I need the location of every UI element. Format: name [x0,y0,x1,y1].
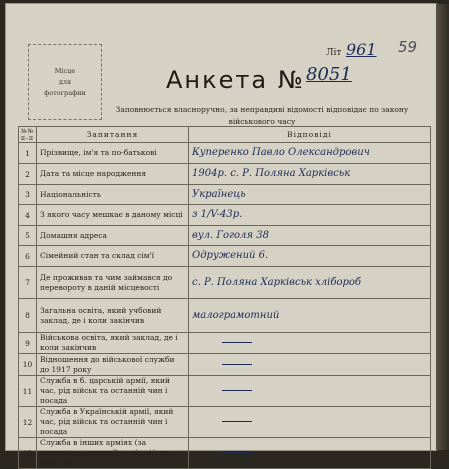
binder-edge [436,4,449,450]
empty-answer-dash [222,452,252,453]
row-number: 10 [19,354,37,376]
table-row [19,226,431,246]
questionnaire-table [18,126,431,469]
column-header-answer: Відповіді [189,127,431,143]
row-number: 9 [19,333,37,354]
row-answer: Одружений 6. [189,246,431,267]
table-row [19,185,431,205]
form-title: Анкета № [166,66,305,94]
table-row [19,267,431,299]
row-answer [189,438,431,469]
table-header-row [19,127,431,143]
row-answer: вул. Гоголя 38 [189,226,431,246]
row-number: 13 [19,438,37,469]
column-header-question: Запитання [37,127,189,143]
table-row [19,205,431,226]
table-row [19,376,431,407]
row-number: 2 [19,164,37,185]
table-row [19,299,431,333]
empty-answer-dash [222,342,252,343]
photo-placeholder-box [28,44,102,120]
photo-box-line: фотографии [44,88,86,97]
row-number: 11 [19,376,37,407]
photo-box-line: Місце [54,66,76,75]
row-number: 6 [19,246,37,267]
row-question: Військова освіта, який заклад, де і коли закінчив [37,333,189,354]
table-row [19,143,431,164]
row-answer [189,407,431,438]
row-answer: Українець [189,185,431,205]
row-answer: с. Р. Поляна Харківськ хлібороб [189,267,431,299]
row-answer [189,376,431,407]
row-question: Домашня адреса [37,226,189,246]
row-answer: 1904р. с. Р. Поляна Харківськ [189,164,431,185]
lit-label: Літ [326,48,342,58]
table-row [19,246,431,267]
row-question: Прізвище, ім'я та по-батькові [37,143,189,164]
form-number: 8051 [306,64,352,85]
row-question: Дата та місце народження [37,164,189,185]
row-number: 8 [19,299,37,333]
row-question: Служба в інших арміях (за винятком червоної) — рід військ, який час, [37,438,189,469]
row-number: 7 [19,267,37,299]
row-question: Служба в б. царській армії, який час, рід військ та останній чин і посада [37,376,189,407]
row-question: З якого часу мешкає в даному місці [37,205,189,226]
row-answer: малограмотний [189,299,431,333]
row-question: Сімейний стан та склад сім'ї [37,246,189,267]
row-number: 12 [19,407,37,438]
row-number: 4 [19,205,37,226]
row-number: 3 [19,185,37,205]
lit-number: 961 [346,40,377,59]
row-question: Загальна освіта, який учбовий заклад, де і коли закінчив [37,299,189,333]
row-question: Національність [37,185,189,205]
table-row [19,354,431,376]
row-number: 1 [19,143,37,164]
empty-answer-dash [222,390,252,391]
row-question: Де проживав та чим займався до перевороту в даній місцевості [37,267,189,299]
row-answer: Куперенко Павло Олександрович [189,143,431,164]
empty-answer-dash [222,421,252,422]
row-question: Служба в Українській армії, який час, рід військ та останній чин і посада [37,407,189,438]
row-number: 5 [19,226,37,246]
form-subtitle: Заповнюється власноручно, за неправдиві відомості відповідає по закону військового часу [115,105,409,126]
photo-box-line: для [58,77,72,86]
row-answer [189,333,431,354]
table-row [19,407,431,438]
lit-pencil-number: 59 [398,38,418,56]
empty-answer-dash [222,364,252,365]
column-header-number: №№ п-п [19,127,37,143]
row-answer: з 1/V-43р. [189,205,431,226]
table-row [19,438,431,469]
table-row [19,333,431,354]
row-question: Відношення до військової служби до 1917 року [37,354,189,376]
row-answer [189,354,431,376]
table-row [19,164,431,185]
